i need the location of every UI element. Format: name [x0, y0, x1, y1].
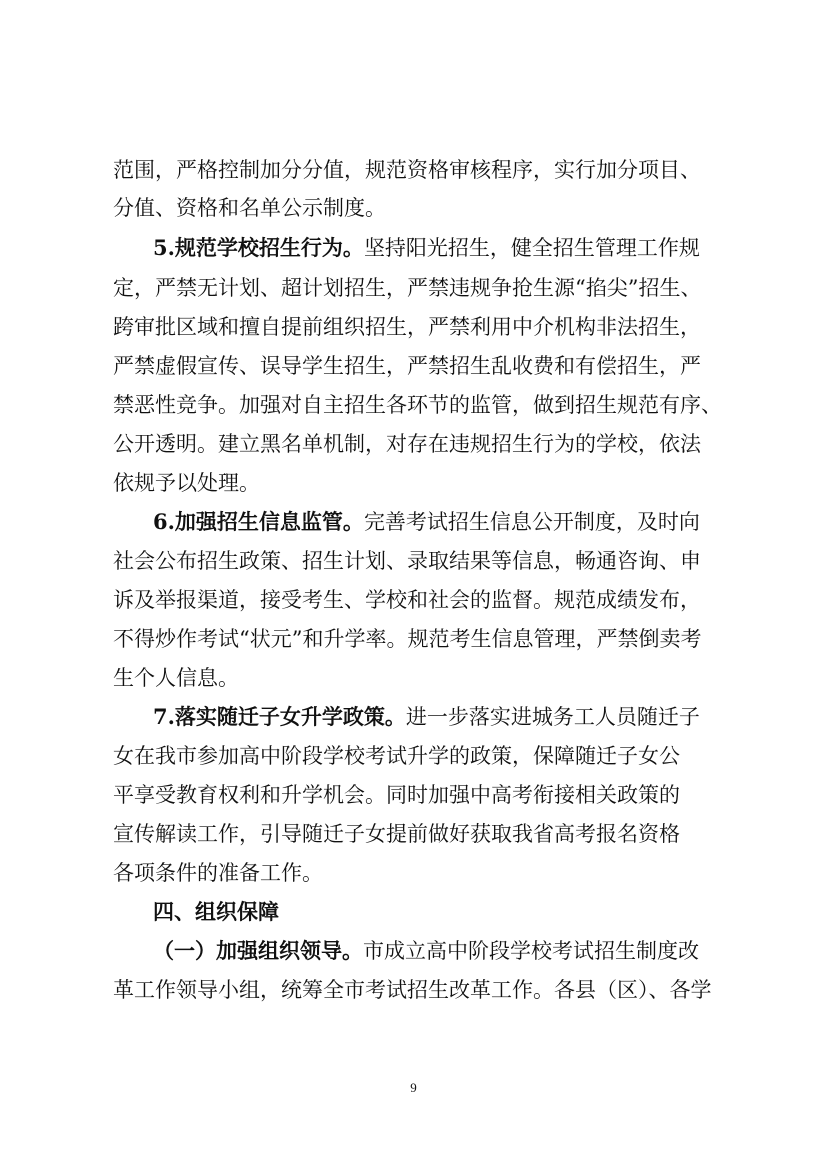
paragraph-first-line: [153, 933, 753, 969]
paragraph-first-line: [153, 230, 753, 266]
text-line: 革工作领导小组，统筹全市考试招生改革工作。各县（区）、各学: [113, 978, 712, 1002]
item-heading: 5.规范学校招生行为。: [153, 235, 364, 260]
item-heading: 6.加强招生信息监管。: [153, 509, 364, 534]
text-run: 完善考试招生信息公开制度，及时向: [363, 510, 700, 534]
text-line: 范围，严格控制加分分值，规范资格审核程序，实行加分项目、: [113, 158, 701, 182]
section-heading: 四、组织保障: [153, 899, 279, 924]
text-line: 严禁虚假宣传、误导学生招生，严禁招生乱收费和有偿招生，严: [113, 354, 701, 378]
text-line: 依规予以处理。: [113, 471, 260, 495]
text-line: 宣传解读工作，引导随迁子女提前做好获取我省高考报名资格: [113, 822, 680, 846]
paragraph-first-line: [153, 699, 753, 735]
paragraph-first-line: [153, 504, 753, 540]
text-run: 坚持阳光招生，健全招生管理工作规: [363, 236, 700, 260]
item-heading: 7.落实随迁子女升学政策。: [153, 704, 406, 729]
page-number: 9: [410, 1080, 417, 1095]
text-line: 平享受教育权利和升学机会。同时加强中高考衔接相关政策的: [113, 783, 680, 807]
text-line: 分值、资格和名单公示制度。: [113, 196, 386, 220]
text-run: 进一步落实进城务工人员随迁子: [405, 705, 700, 729]
text-line: 各项条件的准备工作。: [113, 861, 323, 885]
text-line: 定，严禁无计划、超计划招生，严禁违规争抢生源“掐尖”招生、: [113, 276, 702, 300]
text-run: 市成立高中阶段学校考试招生制度改: [363, 939, 699, 963]
text-line: 禁恶性竞争。加强对自主招生各环节的监管，做到招生规范有序、: [113, 393, 722, 417]
text-line: 女在我市参加高中阶段学校考试升学的政策，保障随迁子女公: [113, 744, 680, 768]
text-line: 跨审批区域和擅自提前组织招生，严禁利用中介机构非法招生，: [113, 315, 701, 339]
text-line: 诉及举报渠道，接受考生、学校和社会的监督。规范成绩发布，: [113, 588, 701, 612]
text-line: 社会公布招生政策、招生计划、录取结果等信息，畅通咨询、申: [113, 549, 701, 573]
text-line: 生个人信息。: [113, 666, 239, 690]
subsection-heading: （一）加强组织领导。: [153, 938, 363, 963]
text-line: 不得炒作考试“状元”和升学率。规范考生信息管理，严禁倒卖考: [113, 627, 702, 651]
text-line: 公开透明。建立黑名单机制，对存在违规招生行为的学校，依法: [113, 432, 701, 456]
